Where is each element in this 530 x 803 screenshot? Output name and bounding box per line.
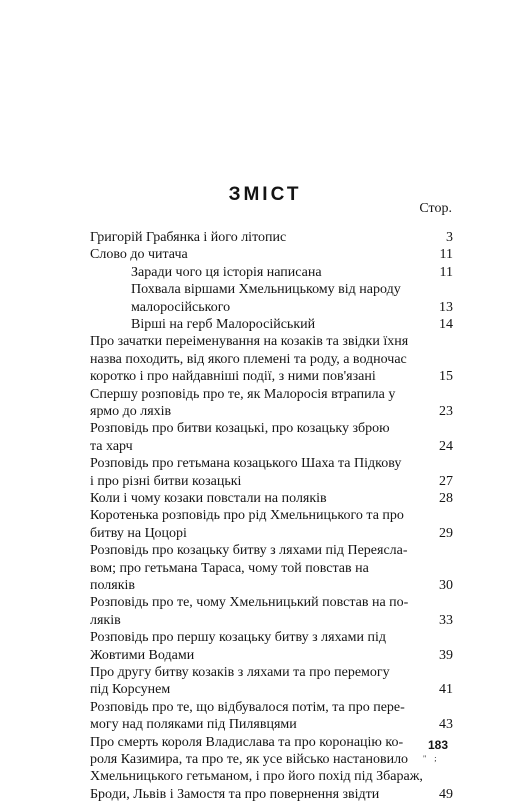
toc-entry-line: Розповідь про першу козацьку битву з ляхами під <box>90 630 386 646</box>
toc-entry-line: Про другу битву козаків з ляхами та про перемогу <box>90 665 390 680</box>
toc-page-number: 11 <box>439 264 453 280</box>
page-title: ЗМІСТ <box>228 184 302 205</box>
toc-page-number: 27 <box>439 473 453 489</box>
toc-page-number: 13 <box>439 299 453 315</box>
toc-entry-line: Григорій Грабянка і його літопис <box>90 230 287 245</box>
toc-entry-line: Про зачатки переіменування на козаків та звідки їхня <box>90 334 409 350</box>
toc-page-number: 15 <box>439 369 453 385</box>
toc-entry-line: Вірші на герб Малоросійський <box>131 317 316 332</box>
page-number: 183 <box>428 738 449 752</box>
toc-entry-line: Розповідь про те, чому Хмельницький повстав на по- <box>90 595 409 611</box>
toc-page-number: 41 <box>439 682 453 698</box>
toc-entry-line: вом; про гетьмана Тараса, чому той повстав на <box>90 560 369 576</box>
toc-page-number: 28 <box>439 491 453 506</box>
toc-page-number: 11 <box>439 247 453 263</box>
toc-page-number: 33 <box>439 612 453 628</box>
toc-entry-line: назва походить, від якого племені та роду, а водночас <box>90 351 407 367</box>
toc-page-number: 23 <box>439 404 453 419</box>
toc-page-number: 39 <box>439 647 453 663</box>
toc-entry-line: Жовтими Водами <box>90 647 195 663</box>
toc-page-number: 29 <box>439 525 453 541</box>
folio-mark: " ; <box>423 754 440 763</box>
toc-entry-line: коротко і про найдавніші події, з ними пов'язані <box>90 369 376 385</box>
toc-page-number: 24 <box>439 438 453 454</box>
toc-entry-line: поляків <box>90 578 136 593</box>
toc-page-number: 3 <box>446 230 453 245</box>
toc-entry-line: Заради чого ця історія написана <box>131 264 322 280</box>
toc-entry-line: Слово до читача <box>90 247 188 263</box>
toc-entry-line: Розповідь про те, що відбувалося потім, та про пере- <box>90 699 405 715</box>
toc-page-number: 43 <box>439 717 453 733</box>
toc-entry-line: битву на Цоцорі <box>90 525 187 541</box>
toc-page-number: 14 <box>439 317 453 332</box>
toc-entry-line: Розповідь про гетьмана козацького Шаха та Підкову <box>90 456 402 472</box>
toc-entry-line: Коли і чому козаки повстали на поляків <box>90 491 327 506</box>
toc-entry-line: та харч <box>90 438 133 454</box>
toc-entry-line: Коротенька розповідь про рід Хмельницького та про <box>90 508 404 524</box>
toc-entry-line: Розповідь про битви козацькі, про козацьку зброю <box>90 421 390 437</box>
toc-entry-line: і про різні битви козацькі <box>90 473 242 489</box>
toc-entry-line: Похвала віршами Хмельницькому від народу <box>131 282 401 298</box>
toc-page-number: 49 <box>439 786 453 802</box>
page-column-label: Стор. <box>419 201 452 216</box>
toc-entry-line: Про смерть короля Владислава та про коронацію ко- <box>90 734 404 750</box>
toc-entry-line: роля Казимира, та про те, як усе військо настановило <box>90 752 409 767</box>
toc-entry-line: ляків <box>90 612 121 628</box>
toc-entry-line: Броди, Львів і Замостя та про повернення звідти <box>90 786 380 802</box>
toc-entry-line: під Корсунем <box>90 682 171 698</box>
toc-entry-line: Спершу розповідь про те, як Малоросія втрапила у <box>90 386 396 402</box>
toc-entry-line: ярмо до ляхів <box>90 404 172 419</box>
toc-entry-line: могу над поляками під Пилявцями <box>90 717 297 733</box>
toc-entry-line: малоросійського <box>131 299 231 315</box>
toc-entry-line: Хмельницького гетьманом, і про його похід під Збараж, <box>90 769 423 785</box>
toc-page-number: 30 <box>439 578 453 593</box>
toc-entry-line: Розповідь про козацьку битву з ляхами під Переясла- <box>90 543 408 559</box>
